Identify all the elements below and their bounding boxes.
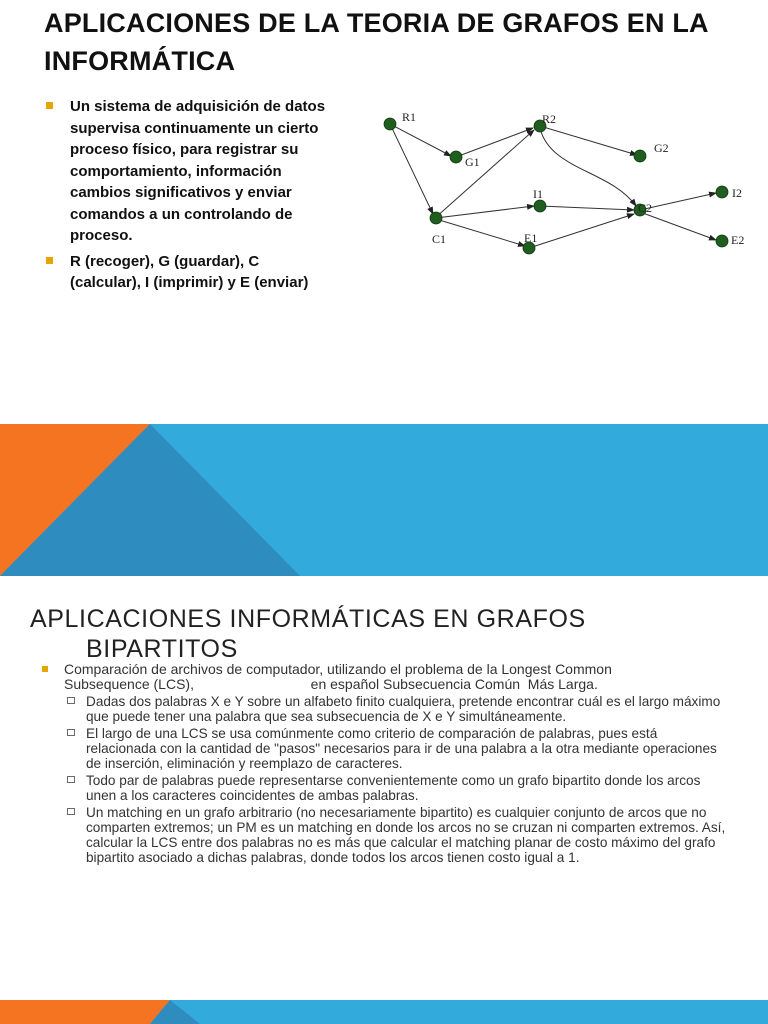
bullet-text: R (recoger), G (guardar), C (calcular), I (imprimir) y E (enviar) — [70, 252, 309, 291]
edge-r1-g1 — [390, 124, 451, 156]
sub-bullet-text: Un matching en un grafo arbitrario (no necesariamente bipartito) es cualquier conjunto de arcos que no comparten extremos; un PM es un matching en donde los arcos no se cruzan ni comparten extremos. Así, calcular la LCS entre dos palabras no es más que calcular el matching planar de costo máximo del grafo bipartito asociado a dichas palabras, donde todos los arcos tienen costo igual a 1. — [86, 805, 726, 865]
sub-bullet — [40, 726, 730, 771]
node-i2 — [716, 186, 728, 198]
edge-i1-c2 — [540, 206, 634, 210]
edge-c1-r2 — [435, 130, 534, 218]
node-label: R1 — [402, 110, 417, 124]
hollow-square-bullet-icon — [67, 729, 75, 736]
hollow-square-bullet-icon — [67, 697, 75, 704]
edge-g1-r2 — [456, 128, 533, 157]
hollow-square-bullet-icon — [67, 808, 75, 815]
node-label: C1 — [432, 232, 447, 246]
bullet-text: Un sistema de adquisición de datos supervisa continuamente un cierto proceso físico, para registrar su comportamiento, información cambios significativos y enviar comandos a un controlando de proceso. — [70, 98, 326, 244]
slide-2-title — [30, 604, 750, 664]
title-line-1: APLICACIONES INFORMÁTICAS EN GRAFOS — [30, 605, 586, 633]
title-line-2: BIPARTITOS — [86, 635, 238, 663]
node-label: I1 — [533, 187, 543, 201]
edge-c1-e1 — [436, 219, 525, 246]
sub-bullet-text: Dadas dos palabras X e Y sobre un alfabeto finito cualquiera, pretende encontrar cuál es el largo máximo que puede tener una palabra que sea subsecuencia de X e Y simultáneamente. — [86, 694, 721, 724]
node-label: R2 — [542, 112, 557, 126]
sub-bullet-text: El largo de una LCS se usa comúnmente como criterio de comparación de palabras, pues está relacionada con la cantidad de "pasos" necesarios para ir de una palabra a la otra mediante operaciones de inserción, eliminación y reemplazo de caracteres. — [86, 726, 717, 771]
bullet-item — [46, 96, 331, 247]
node-r1 — [384, 118, 396, 130]
node-label: E2 — [731, 233, 745, 247]
edge-e1-c2 — [529, 214, 634, 248]
hollow-square-bullet-icon — [67, 776, 75, 783]
directed-graph-diagram — [370, 100, 768, 270]
slide-2 — [0, 576, 768, 1000]
node-label: E1 — [524, 231, 538, 245]
edge-r2-g2 — [540, 126, 637, 155]
square-bullet-icon — [46, 257, 53, 264]
node-label: C2 — [638, 201, 653, 215]
node-c1 — [430, 212, 442, 224]
square-bullet-icon — [46, 102, 53, 109]
node-e2 — [716, 235, 728, 247]
slide-2-body — [40, 662, 730, 865]
bottom-decorative-band — [0, 1000, 768, 1024]
main-bullet-line-1: Comparación de archivos de computador, utilizando el problema de la Longest Common — [64, 661, 612, 677]
node-label: G2 — [654, 141, 669, 155]
sub-bullet — [40, 805, 730, 865]
edge-r2-c2 — [540, 128, 636, 206]
decorative-band — [0, 424, 768, 576]
sub-bullet-text: Todo par de palabras puede representarse convenientemente como un grafo bipartito donde los arcos unen a los caracteres coincidentes de ambas palabras. — [86, 773, 701, 803]
slide-1-title: APLICACIONES DE LA TEORIA DE GRAFOS EN LA INFORMÁTICA — [44, 8, 708, 76]
square-bullet-icon — [42, 666, 48, 672]
node-g1 — [450, 151, 462, 163]
bullet-item — [46, 251, 331, 294]
node-g2 — [634, 150, 646, 162]
node-i1 — [534, 200, 546, 212]
slide-1 — [0, 0, 768, 424]
edge-c2-e2 — [640, 212, 716, 240]
edge-c1-i1 — [436, 206, 534, 218]
sub-bullet — [40, 773, 730, 803]
slide-1-bullet-list — [46, 96, 331, 298]
node-label: G1 — [465, 155, 480, 169]
node-label: I2 — [732, 186, 742, 200]
sub-bullet — [40, 694, 730, 724]
main-bullet — [40, 662, 730, 692]
main-bullet-line-2: Subsequence (LCS), en español Subsecuencia Común Más Larga. — [64, 676, 598, 692]
edge-r1-c1 — [390, 124, 433, 214]
